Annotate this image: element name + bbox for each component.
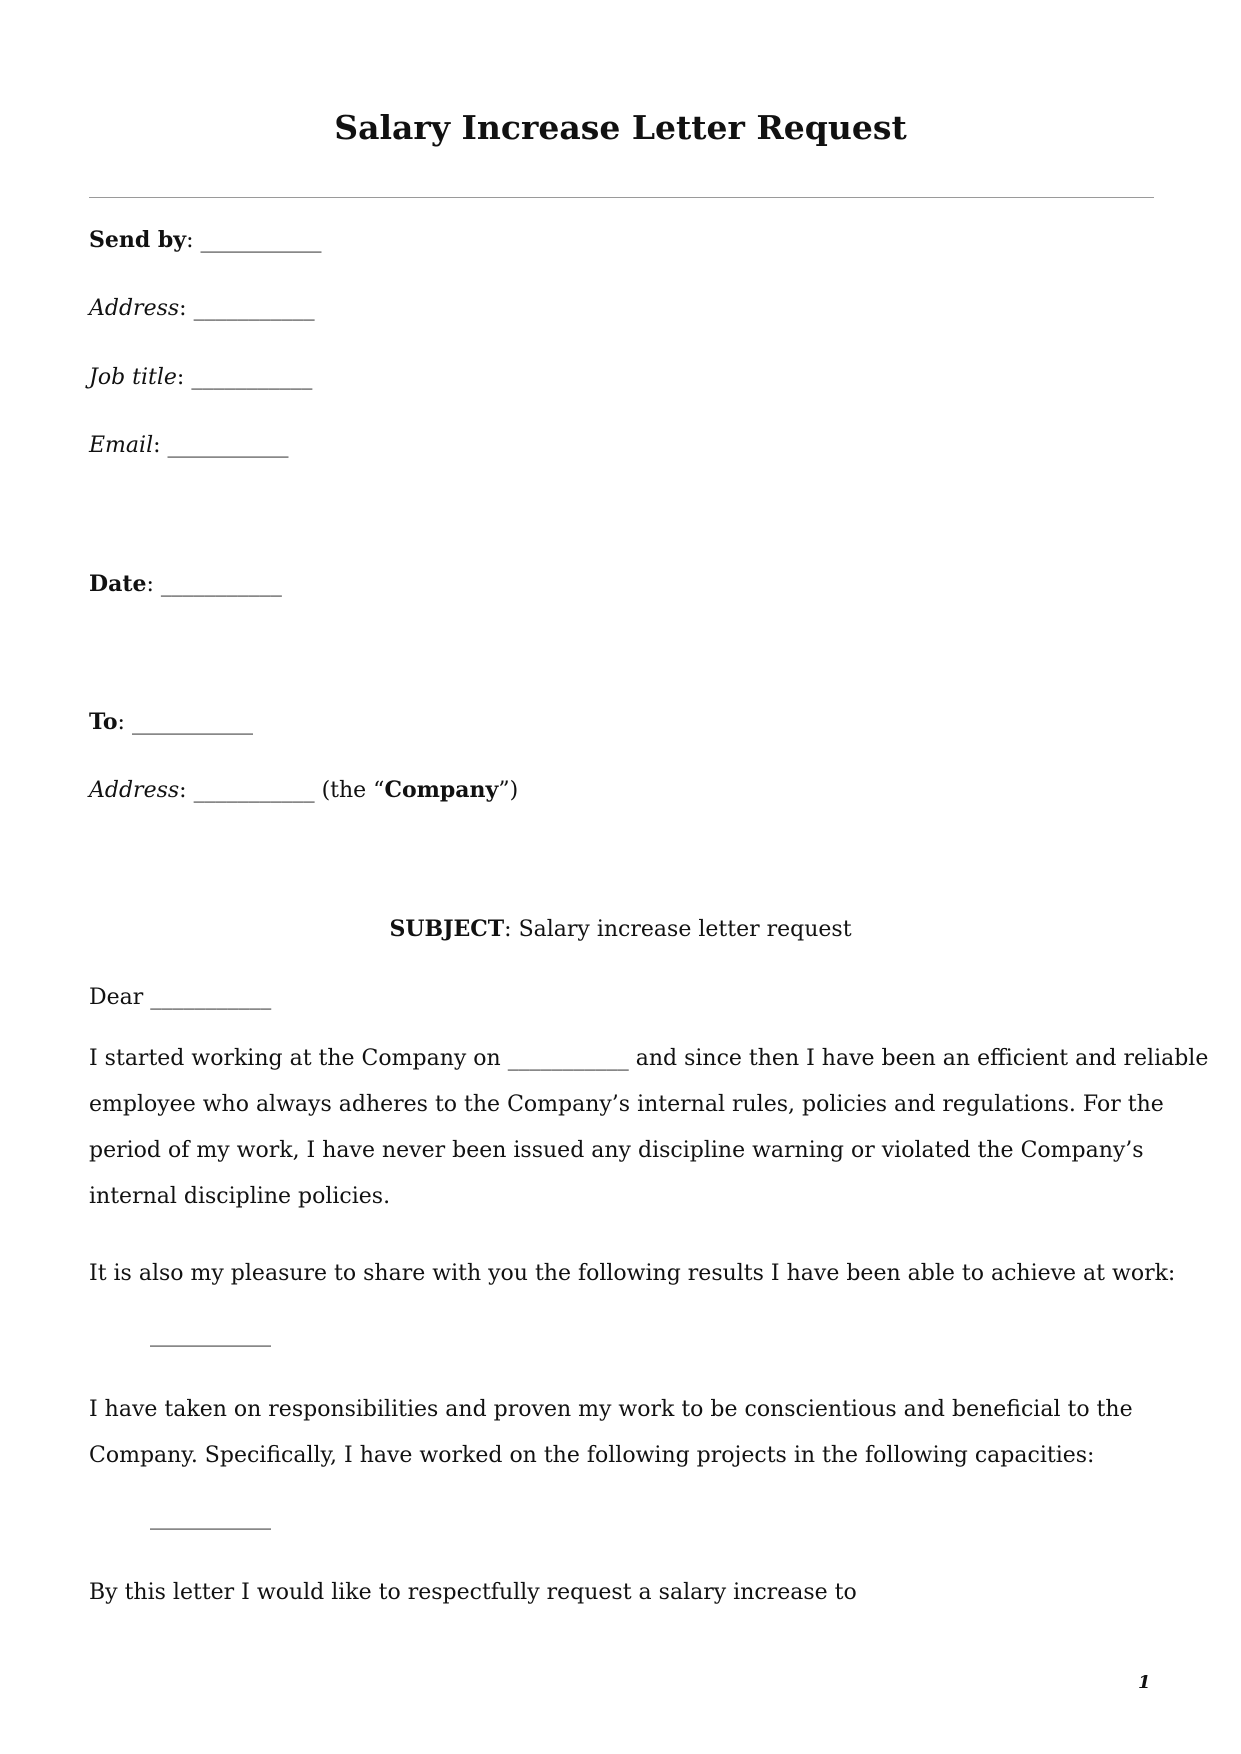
start-date-blank[interactable]: ___________ bbox=[507, 1046, 629, 1071]
colon: : bbox=[186, 228, 201, 253]
send-by-line bbox=[89, 225, 322, 256]
to-line: To: ___________ bbox=[89, 707, 253, 738]
paragraph-responsibilities bbox=[89, 1387, 1154, 1479]
sender-address-label: Address bbox=[89, 296, 180, 321]
salutation-blank[interactable]: ___________ bbox=[150, 985, 272, 1010]
job-title-blank[interactable]: ___________ bbox=[191, 365, 313, 390]
send-by-label: Send by bbox=[89, 227, 187, 253]
results-list-blank bbox=[150, 1320, 271, 1350]
paragraph-line: Company. Specifically, I have worked on the following projects in the following capacities: bbox=[89, 1443, 1095, 1468]
recipient-address-label: Address bbox=[89, 778, 180, 803]
company-suffix: ”) bbox=[498, 778, 519, 803]
company-prefix: (the “ bbox=[321, 778, 385, 803]
projects-list-blank bbox=[150, 1503, 271, 1533]
paragraph-line: I started working at the Company on ___________ and since then I have been an efficient and reliable bbox=[89, 1036, 1154, 1082]
salutation-line bbox=[89, 983, 271, 1013]
paragraph-line: I have taken on responsibilities and proven my work to be conscientious and beneficial to the bbox=[89, 1397, 1133, 1422]
send-by-blank[interactable]: ___________ bbox=[200, 228, 322, 253]
email-line: Email: ___________ bbox=[89, 431, 289, 461]
recipient-address-line: Address: ___________ (the “Company”) bbox=[89, 775, 518, 806]
subject-label: SUBJECT bbox=[389, 916, 505, 942]
job-title-line: Job title: ___________ bbox=[89, 363, 312, 393]
subject-text: : Salary increase letter request bbox=[504, 917, 852, 942]
recipient-address-blank[interactable]: ___________ bbox=[193, 778, 315, 803]
paragraph-line: employee who always adheres to the Company’s internal rules, policies and regulations. For the bbox=[89, 1092, 1164, 1117]
paragraph-line: internal discipline policies. bbox=[89, 1184, 391, 1209]
company-word: Company bbox=[384, 777, 499, 803]
paragraph-line: It is also my pleasure to share with you the following results I have been able to achieve at work: bbox=[89, 1261, 1176, 1286]
date-blank[interactable]: ___________ bbox=[160, 572, 282, 597]
paragraph-employment bbox=[89, 1036, 1209, 1220]
date-label: Date bbox=[89, 571, 147, 597]
email-blank[interactable]: ___________ bbox=[167, 433, 289, 458]
page-number: 1 bbox=[1138, 1672, 1151, 1693]
title-divider bbox=[89, 197, 1154, 198]
sender-address-line: Address: ___________ bbox=[89, 294, 315, 324]
paragraph-results bbox=[89, 1251, 1176, 1297]
email-label: Email bbox=[89, 433, 154, 458]
paragraph-line: By this letter I would like to respectfully request a salary increase to bbox=[89, 1580, 857, 1605]
document-title: Salary Increase Letter Request bbox=[334, 108, 907, 147]
job-title-label: Job title bbox=[89, 365, 177, 390]
results-blank[interactable]: ___________ bbox=[150, 1322, 271, 1347]
date-line: Date: ___________ bbox=[89, 569, 282, 600]
projects-blank[interactable]: ___________ bbox=[150, 1505, 271, 1530]
to-blank[interactable]: ___________ bbox=[131, 710, 253, 735]
paragraph-request bbox=[89, 1570, 1154, 1616]
salutation: Dear bbox=[89, 985, 144, 1010]
to-label: To bbox=[89, 709, 118, 735]
sender-address-blank[interactable]: ___________ bbox=[193, 296, 315, 321]
subject-line bbox=[0, 914, 1241, 945]
paragraph-line: period of my work, I have never been issued any discipline warning or violated the Company’s bbox=[89, 1138, 1144, 1163]
